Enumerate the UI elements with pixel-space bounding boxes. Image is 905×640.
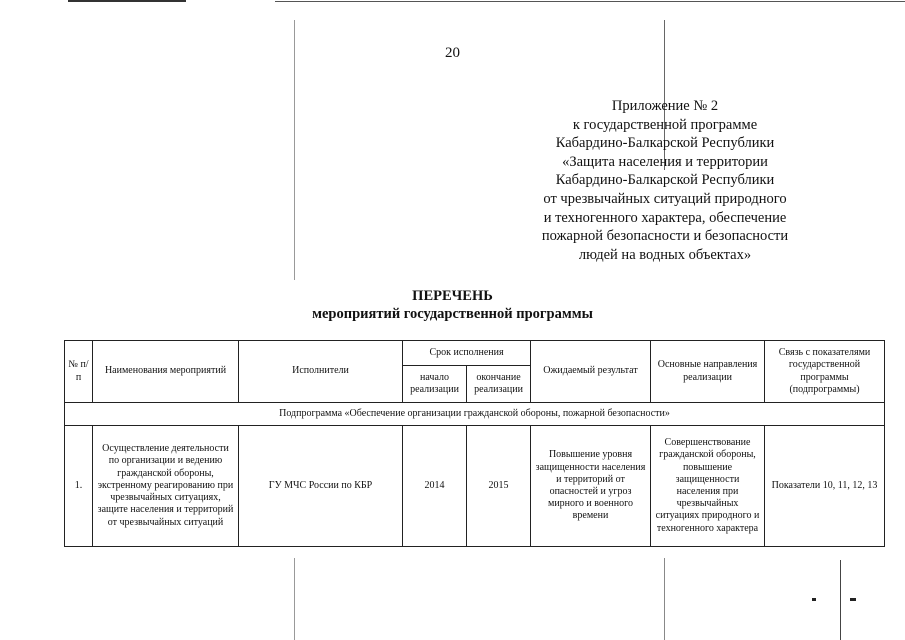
row-executors: ГУ МЧС России по КБР: [239, 426, 403, 547]
header-end: окончание реализации: [467, 366, 531, 403]
appendix-line: от чрезвычайных ситуаций природного: [543, 190, 787, 207]
header-result: Ожидаемый результат: [531, 341, 651, 403]
header-directions: Основные направления реализации: [651, 341, 765, 403]
appendix-line: Приложение № 2: [611, 98, 719, 114]
header-link: Связь с показателями государственной программы (подпрограммы): [765, 341, 885, 403]
scan-artifact-vertical-far-right: [840, 560, 841, 640]
appendix-caption: [475, 97, 855, 264]
scan-speck-1: [812, 598, 816, 601]
row-directions: Совершенствование гражданской обороны, повышение защищенности населения при чрезвычайных ситуациях природного и техногенного характера: [651, 426, 765, 547]
list-title-sub: мероприятий государственной программы: [312, 306, 593, 322]
header-term: Срок исполнения: [403, 341, 531, 366]
row-name: Осуществление деятельности по организации и ведению гражданской обороны, экстренному реагированию при чрезвычайных ситуациях, защите населения и территорий от чрезвычайных ситуаций: [93, 426, 239, 547]
appendix-line: «Защита населения и территории: [562, 153, 768, 170]
row-link: Показатели 10, 11, 12, 13: [765, 426, 885, 547]
row-number: 1.: [65, 426, 93, 547]
scan-artifact-vertical-bottom: [294, 558, 295, 640]
appendix-line: Кабардино-Балкарской Республики: [555, 172, 775, 189]
appendix-line: людей на водных объектах»: [578, 246, 752, 263]
scan-artifact-top-left: [68, 0, 186, 2]
appendix-line: и техногенного характера, обеспечение: [543, 209, 787, 226]
row-end: 2015: [467, 426, 531, 547]
scan-artifact-vertical-bottom-right: [664, 558, 665, 640]
subprogram-title: Подпрограмма «Обеспечение организации гражданской обороны, пожарной безопасности»: [65, 403, 885, 426]
appendix-line: к государственной программе: [572, 116, 758, 133]
scan-artifact-top-right: [275, 1, 905, 2]
list-title-main: ПЕРЕЧЕНЬ: [412, 288, 493, 304]
activities-table: [64, 340, 885, 547]
row-start: 2014: [403, 426, 467, 547]
row-result: Повышение уровня защищенности населения и территорий от опасностей и угроз мирного и военного времени: [531, 426, 651, 547]
scan-speck-2: [850, 598, 856, 601]
page-number: 20: [445, 45, 460, 61]
header-number: № п/п: [65, 341, 93, 403]
subprogram-row: [65, 403, 885, 426]
appendix-line: пожарной безопасности и безопасности: [541, 228, 789, 245]
header-name: Наименования мероприятий: [93, 341, 239, 403]
header-executors: Исполнители: [239, 341, 403, 403]
list-title: [0, 287, 905, 323]
table-header-row: [65, 341, 885, 366]
appendix-line: Кабардино-Балкарской Республики: [555, 135, 775, 152]
header-start: начало реализации: [403, 366, 467, 403]
table-row: [65, 426, 885, 547]
